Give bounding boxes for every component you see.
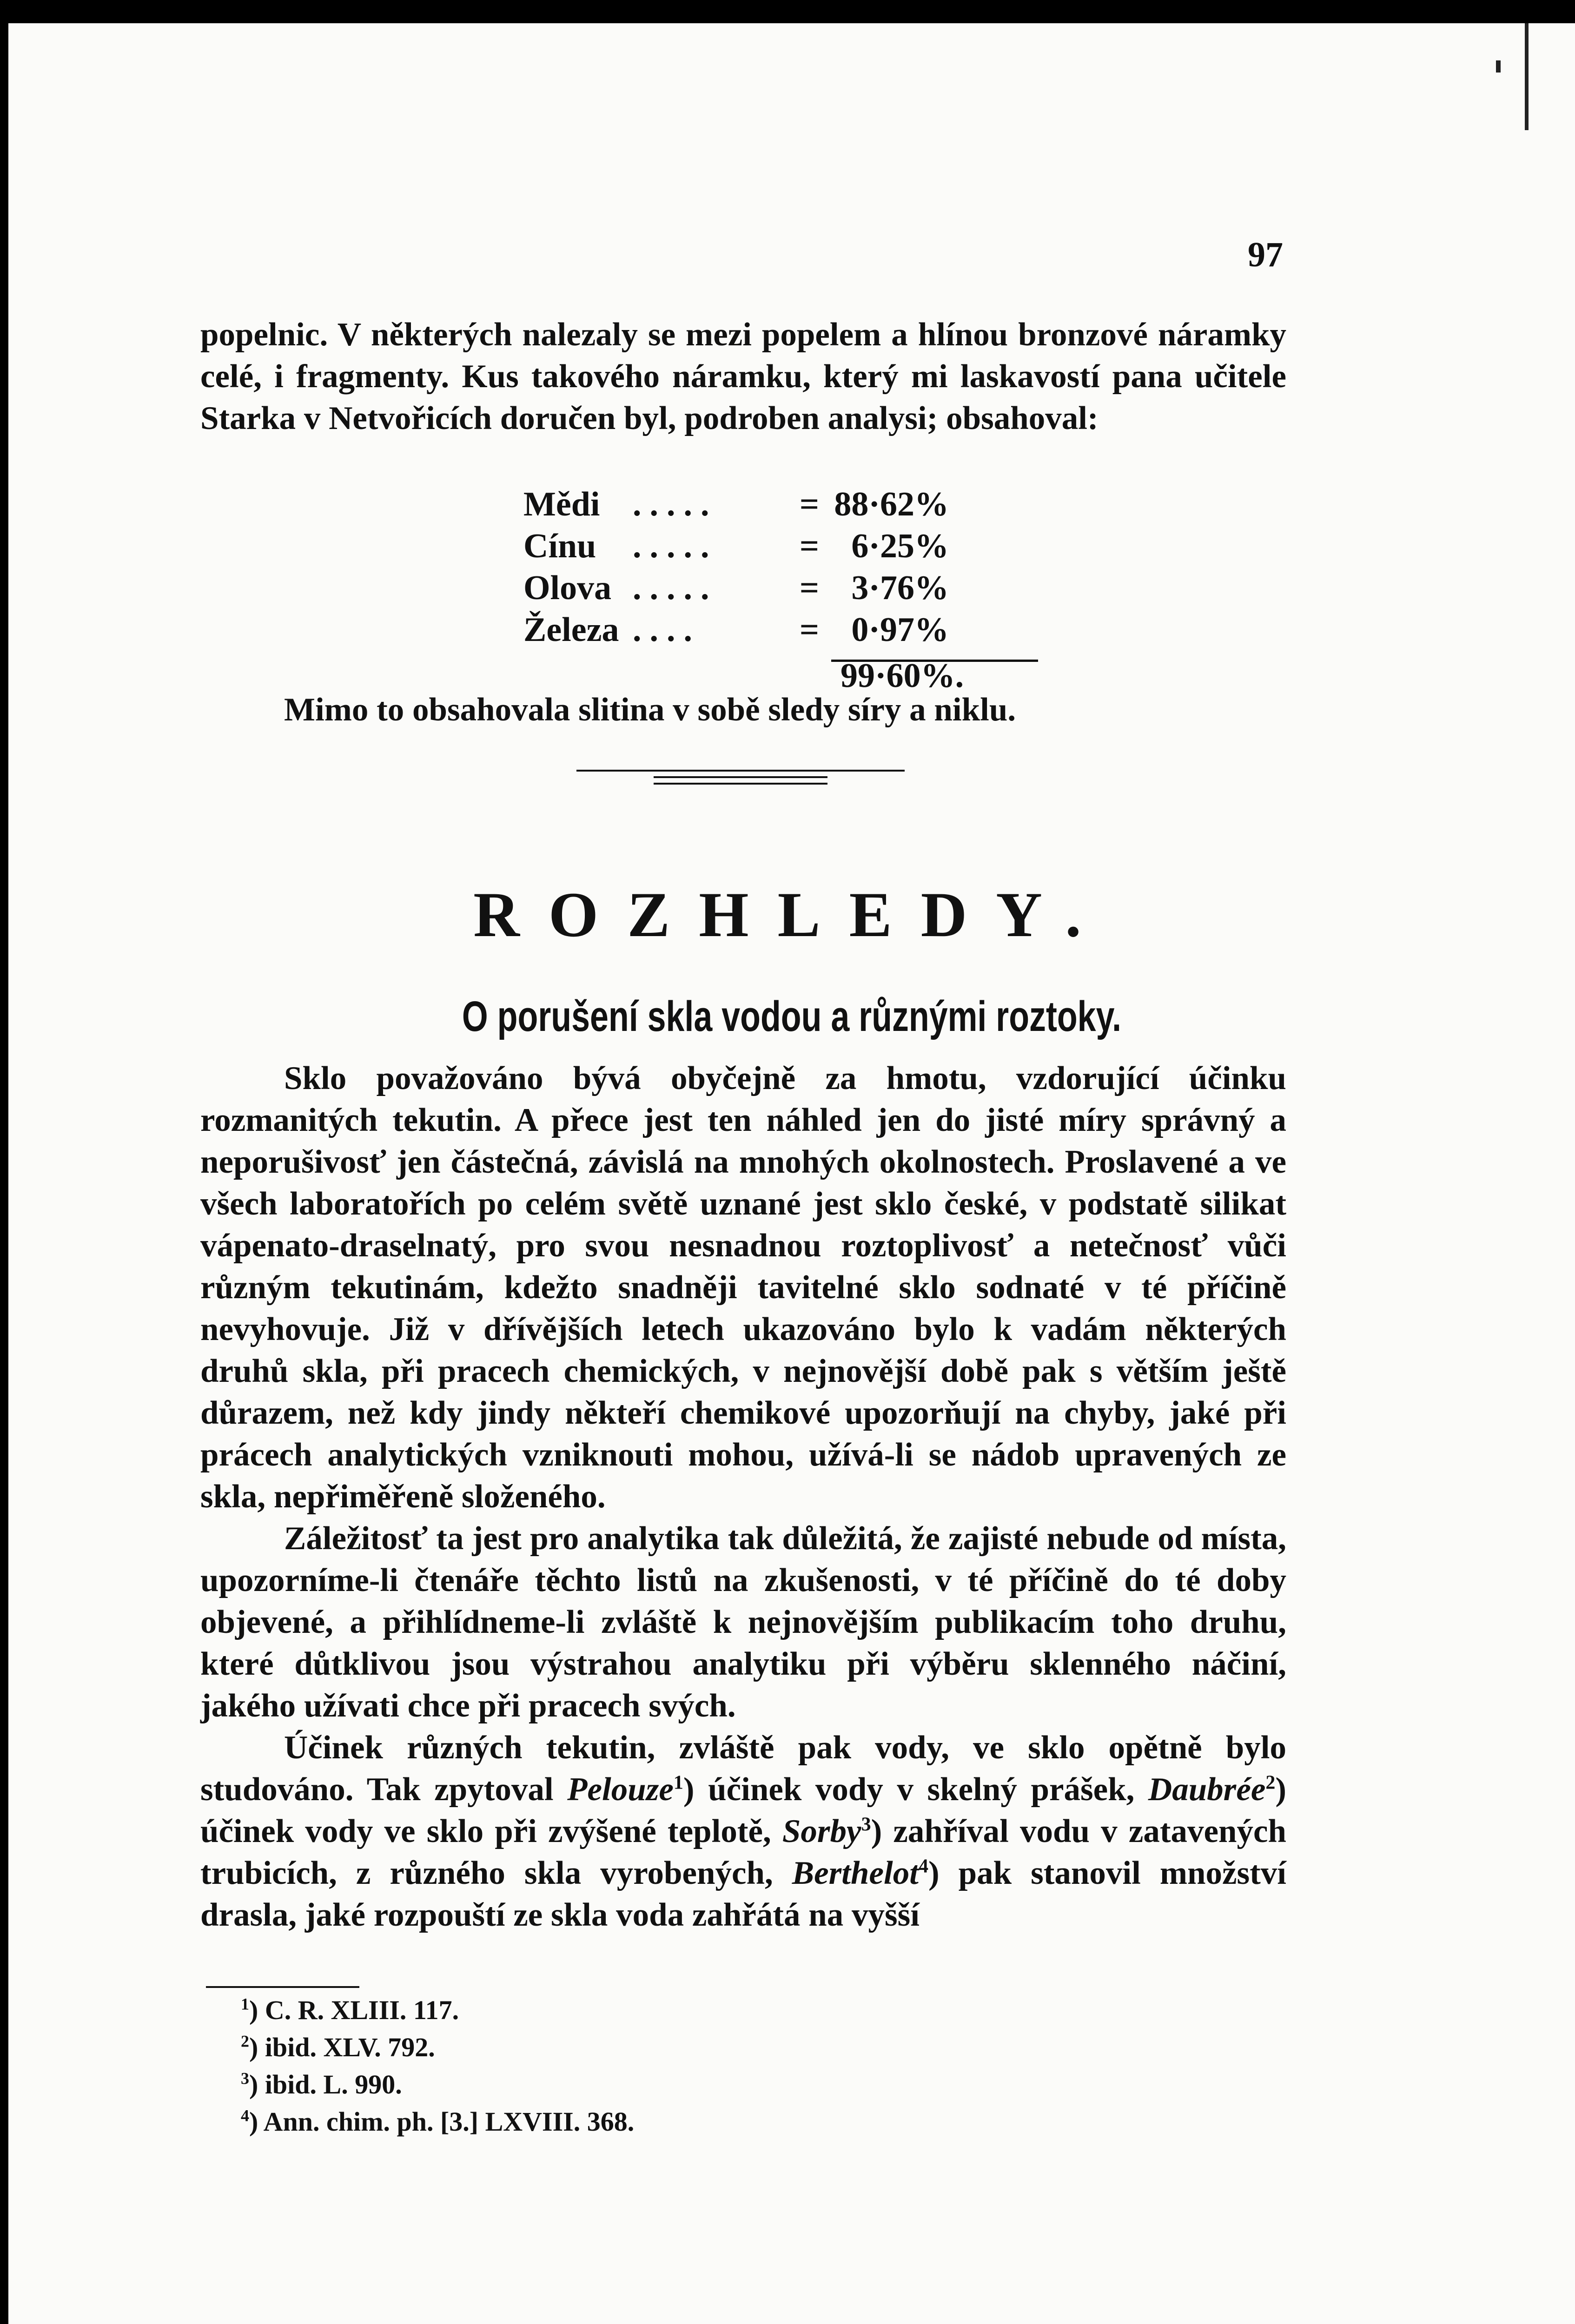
- paragraph-text: ) účinek vody v skelný prášek,: [683, 1771, 1148, 1808]
- leader-dots: ....: [633, 611, 701, 649]
- footnote-text: ) C. R. XLIII. 117.: [249, 1995, 459, 2025]
- section-divider: [576, 770, 905, 772]
- page-number: 97: [1248, 235, 1283, 274]
- footnote-ref: 2: [1265, 1772, 1276, 1794]
- equals-sign: =: [799, 569, 820, 607]
- paragraph-text: ) zahříval vodu v zatavených trubicích, z různého skla vyrobených,: [200, 1813, 1286, 1891]
- equals-sign: =: [799, 485, 820, 523]
- element-name: Mědi: [523, 485, 600, 523]
- analysis-table: [523, 483, 1058, 651]
- footnote-rule: [206, 1986, 359, 1988]
- footnote-mark: 1: [241, 1994, 249, 2014]
- analysis-row: [523, 483, 1058, 525]
- footnote-ref: 3: [861, 1814, 871, 1835]
- footnote-text: ) ibid. L. 990.: [249, 2069, 402, 2100]
- element-percent: 3·76%: [851, 569, 949, 607]
- scan-edge-mark: [1496, 60, 1501, 73]
- paragraph-text: ) pak stanovil množství drasla, jaké rozpouští ze skla voda zahřátá na vyšší: [200, 1855, 1287, 1933]
- element-percent: 6·25%: [851, 527, 949, 565]
- footnote-mark: 2: [241, 2032, 249, 2051]
- element-percent: 88·62%: [834, 485, 949, 523]
- footnote-ref: 4: [918, 1855, 928, 1877]
- section-divider: [654, 783, 827, 785]
- closing-sentence: Mimo to obsahovala slitina v sobě sledy síry a niklu.: [284, 692, 1016, 728]
- article-paragraph: Sklo považováno bývá obyčejně za hmotu, vzdorující účinku rozmanitých tekutin. A přece jest ten náhled jen do jisté míry správný a neporušivosť jen částečná, závislá na mnohých okolnostech. Proslavené a ve všech laboratořích po celém světě uznané jest sklo české, v podstatě silikat vápenato-draselnatý, pro svou nesnadnou roztoplivosť a netečnosť vůči různým tekutinám, kdežto snadněji tavitelné sklo sodnaté v té příčině nevyhovuje. Již v dřívějších letech ukazováno bylo k vadám některých druhů skla, při pracech chemických, v nejnovější době pak s větším ještě důrazem, než kdy jindy někteří chemikové upozorňují na chyby, jaké při prácech analytických vzniknouti mohou, užívá-li se nádob upravených ze skla, nepřiměřeně složeného.: [200, 1060, 1286, 1515]
- author-name: Daubrée: [1148, 1771, 1266, 1808]
- analysis-row: [523, 567, 1058, 609]
- book-page: [8, 23, 1575, 2324]
- section-title: ROZHLEDY.: [473, 879, 1110, 950]
- equals-sign: =: [799, 611, 820, 649]
- element-name: Železa: [523, 611, 619, 649]
- element-name: Olova: [523, 569, 612, 607]
- article-paragraph: Záležitosť ta jest pro analytika tak důležitá, že zajisté nebude od místa, upozorníme-li čtenáře těchto listů na zkušenosti, v té příčině do té doby objevené, a přihlídneme-li zvláště k nejnovějším publikacím toho druhu, které důtklivou jsou výstrahou analytiku při výběru sklenného náčiní, jakého užívati chce při pracech svých.: [200, 1520, 1286, 1724]
- leader-dots: .....: [633, 485, 718, 523]
- section-divider: [654, 776, 827, 778]
- article-body: [200, 1057, 1286, 1936]
- author-name: Sorby: [782, 1813, 861, 1849]
- element-name: Cínu: [523, 527, 596, 565]
- analysis-total: 99·60%.: [840, 657, 964, 695]
- element-percent: 0·97%: [851, 611, 949, 649]
- article-paragraph: [200, 1727, 1286, 1936]
- footnote-text: ) ibid. XLV. 792.: [249, 2032, 435, 2062]
- footnote-mark: 3: [241, 2069, 249, 2088]
- footnote-mark: 4: [241, 2106, 249, 2125]
- leader-dots: .....: [633, 569, 718, 607]
- footnote-ref: 1: [673, 1772, 683, 1794]
- scan-edge-mark: [1525, 23, 1529, 130]
- paragraph-text: Účinek různých tekutin, zvláště pak vody, ve sklo opětně bylo studováno. Tak zpytoval: [200, 1730, 1286, 1808]
- footnote: [241, 2066, 634, 2103]
- paragraph-text: ) účinek vody ve sklo při zvýšené teplotě,: [200, 1771, 1286, 1849]
- footnotes: [241, 1992, 634, 2140]
- closing-block: [200, 689, 1286, 731]
- analysis-row: [523, 525, 1058, 567]
- author-name: Berthelot: [792, 1855, 919, 1891]
- footnote: [241, 2103, 634, 2140]
- author-name: Pelouze: [567, 1771, 674, 1808]
- article-title: O porušení skla vodou a různými roztoky.: [462, 993, 1122, 1040]
- analysis-row: [523, 609, 1058, 651]
- equals-sign: =: [799, 527, 820, 565]
- intro-block: [200, 314, 1286, 439]
- footnote: [241, 2029, 634, 2066]
- footnote-text: ) Ann. chim. ph. [3.] LXVIII. 368.: [249, 2106, 635, 2137]
- intro-paragraph: popelnic. V některých nalezaly se mezi popelem a hlínou bronzové náramky celé, i fragmenty. Kus takového náramku, který mi laskavostí pana učitele Starka v Netvořicích doručen byl, podroben analysi; obsahoval:: [200, 317, 1286, 436]
- leader-dots: .....: [633, 527, 718, 565]
- footnote: [241, 1992, 634, 2029]
